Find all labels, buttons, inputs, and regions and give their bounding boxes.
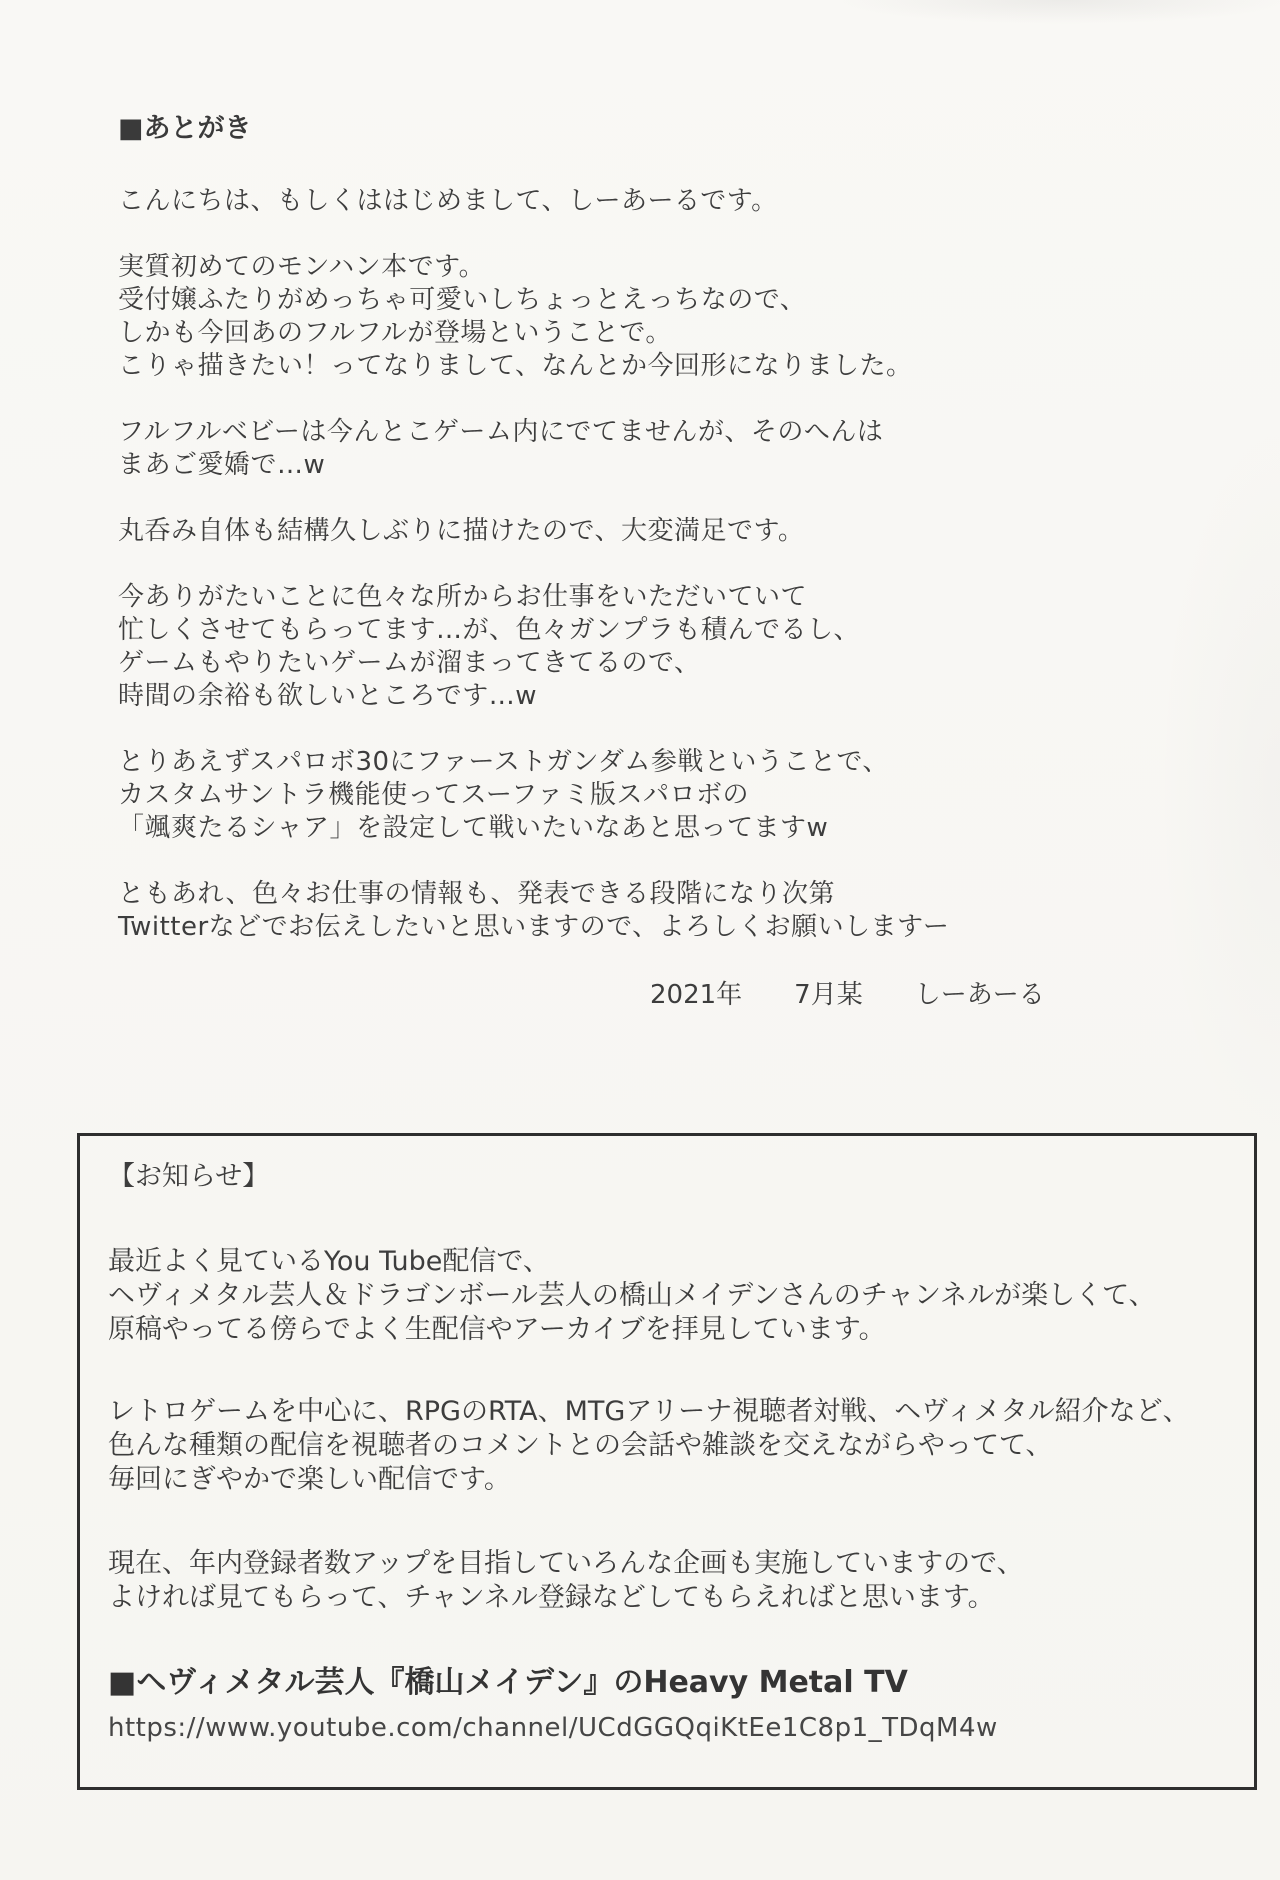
text-line: 「颯爽たるシャア」を設定して戦いたいなあと思ってますw [118,813,829,843]
text-line: ゲームもやりたいゲームが溜まってきてるので、 [118,648,701,678]
text-line: とりあえずスパロボ30にファーストガンダム参戦ということで、 [118,747,889,777]
text-line: フルフルベビーは今んとこゲーム内にでてませんが、そのへんは [118,417,884,447]
text-line: よければ見てもらって、チャンネル登録などしてもらえればと思います。 [108,1582,995,1613]
text-line: しかも今回あのフルフルが登場ということで。 [118,318,672,348]
text-line: 丸呑み自体も結構久しぶりに描けたので、大変満足です。 [118,516,805,546]
paragraph [108,1547,1242,1615]
text-line: 今ありがたいことに色々な所からお仕事をいただいていて [118,582,808,612]
text-line: 時間の余裕も欲しいところです…w [118,681,538,711]
paragraph [118,581,1138,713]
afterword-heading: ■あとがき [118,113,252,144]
youtube-channel-title: ■ヘヴィメタル芸人『橋山メイデン』のHeavy Metal TV [108,1665,908,1700]
text-line: こんにちは、もしくははじめまして、しーあーるです。 [118,186,778,216]
paragraph [118,515,1138,548]
text-line: 現在、年内登録者数アップを目指していろんな企画も実施していますので、 [108,1548,1024,1579]
text-line: カスタムサントラ機能使ってスーファミ版スパロボの [118,780,750,810]
text-line: 原稿やってる傍らでよく生配信やアーカイブを拝見しています。 [108,1314,886,1345]
text-line: まあご愛嬌で…w [118,450,326,480]
text-line: 実質初めてのモンハン本です。 [118,252,486,282]
afterword-section [118,112,1138,1012]
notice-heading: 【お知らせ】 [108,1161,270,1192]
text-line: レトロゲームを中心に、RPGのRTA、MTGアリーナ視聴者対戦、ヘヴィメタル紹介など、 [108,1396,1190,1427]
date-signature: 2021年 7月某 しーあーる [650,980,1045,1010]
paragraph [118,416,1138,482]
paragraph [118,185,1138,218]
paragraph [108,1395,1242,1497]
text-line: 毎回にぎやかで楽しい配信です。 [108,1464,511,1495]
text-line: 受付嬢ふたりがめっちゃ可愛いしちょっとえっちなので、 [118,285,807,315]
text-line: 最近よく見ているYou Tube配信で、 [108,1246,550,1277]
text-line: こりゃ描きたい！ってなりまして、なんとか今回形になりました。 [118,351,913,381]
text-line: 色んな種類の配信を視聴者のコメントとの会話や雑談を交えながらやってて、 [108,1430,1053,1461]
paragraph [118,878,1138,944]
paragraph [118,746,1138,845]
youtube-channel-url: https://www.youtube.com/channel/UCdGGQqiKtEe1C8p1_TDqM4w [108,1713,998,1743]
paragraph [118,251,1138,383]
paragraph [108,1245,1242,1347]
notice-box [77,1133,1257,1790]
text-line: 忙しくさせてもらってます…が、色々ガンプラも積んでるし、 [118,615,861,645]
text-line: Twitterなどでお伝えしたいと思いますので、よろしくお願いしますー [118,912,950,942]
text-line: ヘヴィメタル芸人＆ドラゴンボール芸人の橋山メイデンさんのチャンネルが楽しくて、 [108,1280,1156,1311]
text-line: ともあれ、色々お仕事の情報も、発表できる段階になり次第 [118,879,836,909]
